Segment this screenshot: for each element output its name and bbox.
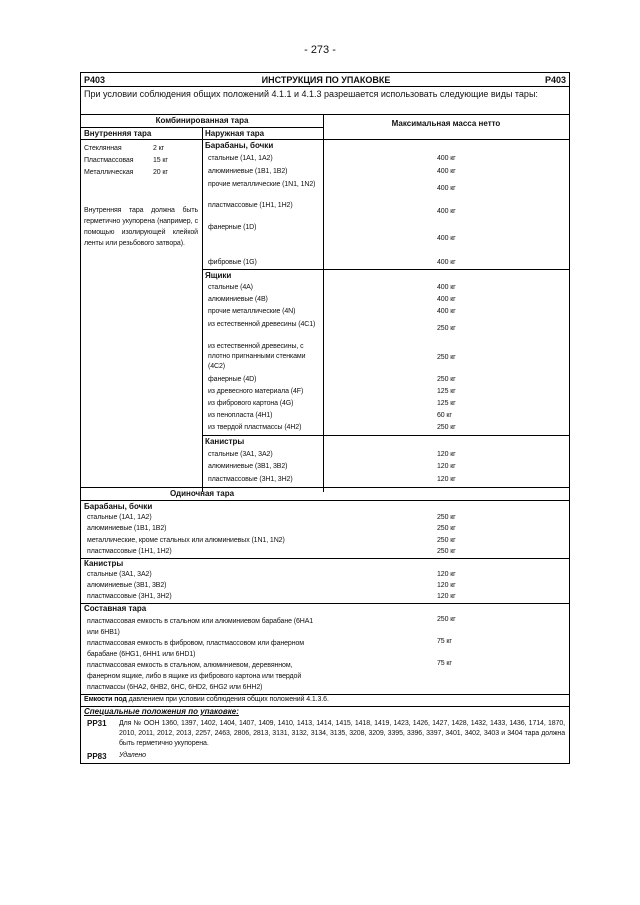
- pressure-note-bold: Емкости под: [84, 696, 127, 703]
- single-item: пластмассовая емкость в стальном, алюминиевом, деревянном, фанерном ящике, либо в ящике из фибрового картона или твердой пластмассы (6HA2, 6HB2, 6HC, 6HD2, 6HG2 или 6HH2): [87, 662, 302, 691]
- single-item-mass: 75 кг: [437, 638, 452, 645]
- combined-packaging-header: Комбинированная тара: [155, 116, 249, 125]
- outer-item-mass: 400 кг: [437, 185, 456, 192]
- inner-mass: 20 кг: [153, 169, 168, 176]
- single-item-mass: 250 кг: [437, 525, 456, 532]
- outer-group-title: Ящики: [205, 271, 232, 280]
- outer-item: из пенопласта (4H1): [208, 412, 273, 419]
- single-item-mass: 250 кг: [437, 548, 456, 555]
- outer-item: из фибрового картона (4G): [208, 400, 294, 407]
- single-group-title: Канистры: [84, 559, 124, 568]
- inner-name: Металлическая: [84, 169, 134, 176]
- special-provision-code: PP83: [87, 752, 107, 761]
- column-divider: [202, 127, 203, 492]
- max-net-mass-header: Максимальная масса нетто: [391, 119, 501, 128]
- special-provisions-title: Специальные положения по упаковке:: [84, 707, 239, 716]
- outer-item: фанерные (1D): [208, 224, 257, 231]
- outer-item: алюминиевые (3B1, 3B2): [208, 463, 288, 470]
- outer-item-mass: 400 кг: [437, 308, 456, 315]
- inner-mass: 15 кг: [153, 157, 168, 164]
- outer-item-mass: 120 кг: [437, 463, 456, 470]
- outer-item: стальные (1A1, 1A2): [208, 155, 273, 162]
- divider: [202, 269, 569, 270]
- outer-item: стальные (3A1, 3A2): [208, 451, 273, 458]
- single-item: пластмассовые (3H1, 3H2): [87, 593, 172, 600]
- outer-item: фибровые (1G): [208, 259, 257, 266]
- divider: [81, 114, 569, 115]
- inner-name: Пластмассовая: [84, 157, 134, 164]
- inner-mass: 2 кг: [153, 145, 165, 152]
- pressure-receptacles-note: [84, 696, 329, 703]
- single-item: пластмассовые (1H1, 1H2): [87, 548, 172, 555]
- divider: [81, 603, 569, 604]
- outer-item: прочие металлические (1N1, 1N2): [208, 181, 316, 188]
- divider: [202, 435, 569, 436]
- single-item-mass: 250 кг: [437, 514, 456, 521]
- page-number: - 273 -: [304, 44, 336, 56]
- outer-item-mass: 400 кг: [437, 155, 456, 162]
- outer-item-mass: 400 кг: [437, 259, 456, 266]
- outer-item: стальные (4A): [208, 284, 253, 291]
- single-item: стальные (3A1, 3A2): [87, 571, 152, 578]
- outer-item: прочие металлические (4N): [208, 308, 296, 315]
- outer-item-mass: 60 кг: [437, 412, 452, 419]
- divider: [81, 694, 569, 695]
- outer-item-mass: 400 кг: [437, 168, 456, 175]
- outer-item-mass: 250 кг: [437, 376, 456, 383]
- outer-item-mass: 250 кг: [437, 354, 456, 361]
- outer-item: алюминиевые (4B): [208, 296, 268, 303]
- inner-sealing-note: Внутренняя тара должна быть герметично укупорена (например, с помощью изолирующей клейкой ленты или резьбового затвора).: [84, 207, 198, 247]
- outer-item-mass: 400 кг: [437, 208, 456, 215]
- outer-group-title: Барабаны, бочки: [205, 141, 274, 150]
- single-item-mass: 120 кг: [437, 571, 456, 578]
- single-item-mass: 120 кг: [437, 593, 456, 600]
- outer-item: пластмассовые (1H1, 1H2): [208, 202, 293, 209]
- single-item: алюминиевые (1B1, 1B2): [87, 525, 167, 532]
- outer-item-mass: 120 кг: [437, 476, 456, 483]
- outer-item-mass: 400 кг: [437, 284, 456, 291]
- single-item-mass: 250 кг: [437, 616, 456, 623]
- single-item-mass: 75 кг: [437, 660, 452, 667]
- single-item: пластмассовая емкость в фибровом, пластмассовом или фанерном барабане (6HG1, 6HH1 или 6HD1): [87, 640, 304, 658]
- special-provision-code: PP31: [87, 719, 107, 728]
- outer-item-mass: 400 кг: [437, 296, 456, 303]
- instruction-title: ИНСТРУКЦИЯ ПО УПАКОВКЕ: [261, 75, 391, 85]
- outer-item: из древесного материала (4F): [208, 388, 304, 395]
- single-item: стальные (1A1, 1A2): [87, 514, 152, 521]
- divider: [81, 86, 569, 87]
- single-packaging-header: Одиночная тара: [169, 489, 235, 498]
- divider: [81, 558, 569, 559]
- outer-item-mass: 250 кг: [437, 325, 456, 332]
- outer-item: фанерные (4D): [208, 376, 257, 383]
- inner-name: Стеклянная: [84, 145, 122, 152]
- outer-item-mass: 125 кг: [437, 400, 456, 407]
- single-group-title: Барабаны, бочки: [84, 502, 153, 511]
- packing-instruction-table: [80, 72, 570, 764]
- code-right: P403: [544, 75, 566, 85]
- outer-item-mass: 400 кг: [437, 235, 456, 242]
- intro-text: При условии соблюдения общих положений 4.1.1 и 4.1.3 разрешается использовать следующие виды тары:: [84, 89, 538, 99]
- divider: [81, 487, 569, 488]
- outer-item: из естественной древесины, с плотно пригнанными стенками (4C2): [208, 343, 306, 370]
- outer-group-title: Канистры: [205, 437, 245, 446]
- single-item: алюминиевые (3B1, 3B2): [87, 582, 167, 589]
- outer-item: из твердой пластмассы (4H2): [208, 424, 302, 431]
- code-left: P403: [84, 75, 106, 85]
- pressure-note-text: давлением при условии соблюдения общих положений 4.1.3.6.: [126, 696, 329, 703]
- single-item-mass: 250 кг: [437, 537, 456, 544]
- inner-packaging-header: Внутренняя тара: [84, 129, 152, 138]
- outer-item: из естественной древесины (4C1): [208, 321, 316, 328]
- special-provision-text: Удалено: [119, 752, 146, 759]
- single-group-title: Составная тара: [84, 604, 147, 613]
- single-item: металлические, кроме стальных или алюминиевых (1N1, 1N2): [87, 537, 285, 544]
- outer-packaging-header: Наружная тара: [205, 129, 265, 138]
- outer-item: алюминиевые (1B1, 1B2): [208, 168, 288, 175]
- divider: [81, 139, 569, 140]
- outer-item-mass: 250 кг: [437, 424, 456, 431]
- divider: [81, 500, 569, 501]
- outer-item: пластмассовые (3H1, 3H2): [208, 476, 293, 483]
- outer-item-mass: 125 кг: [437, 388, 456, 395]
- single-item-mass: 120 кг: [437, 582, 456, 589]
- special-provision-text: Для № ООН 1360, 1397, 1402, 1404, 1407, 1409, 1410, 1413, 1414, 1415, 1418, 1419, 1423, 1426, 1427, 1428, 1432, 1433, 1436, 1714, 1870, 2010, 2011, 2012, 2013, 2257, 2463, 2806, 2813, 3131, 3132, 3134, 3135, 3208, 3209, 3395, 3396, 3397, 3401, 3402, 3403 и 3404 тара должна быть герметично укупорена.: [119, 720, 565, 747]
- outer-item-mass: 120 кг: [437, 451, 456, 458]
- single-item: пластмассовая емкость в стальном или алюминиевом барабане (6HA1 или 6HB1): [87, 618, 314, 636]
